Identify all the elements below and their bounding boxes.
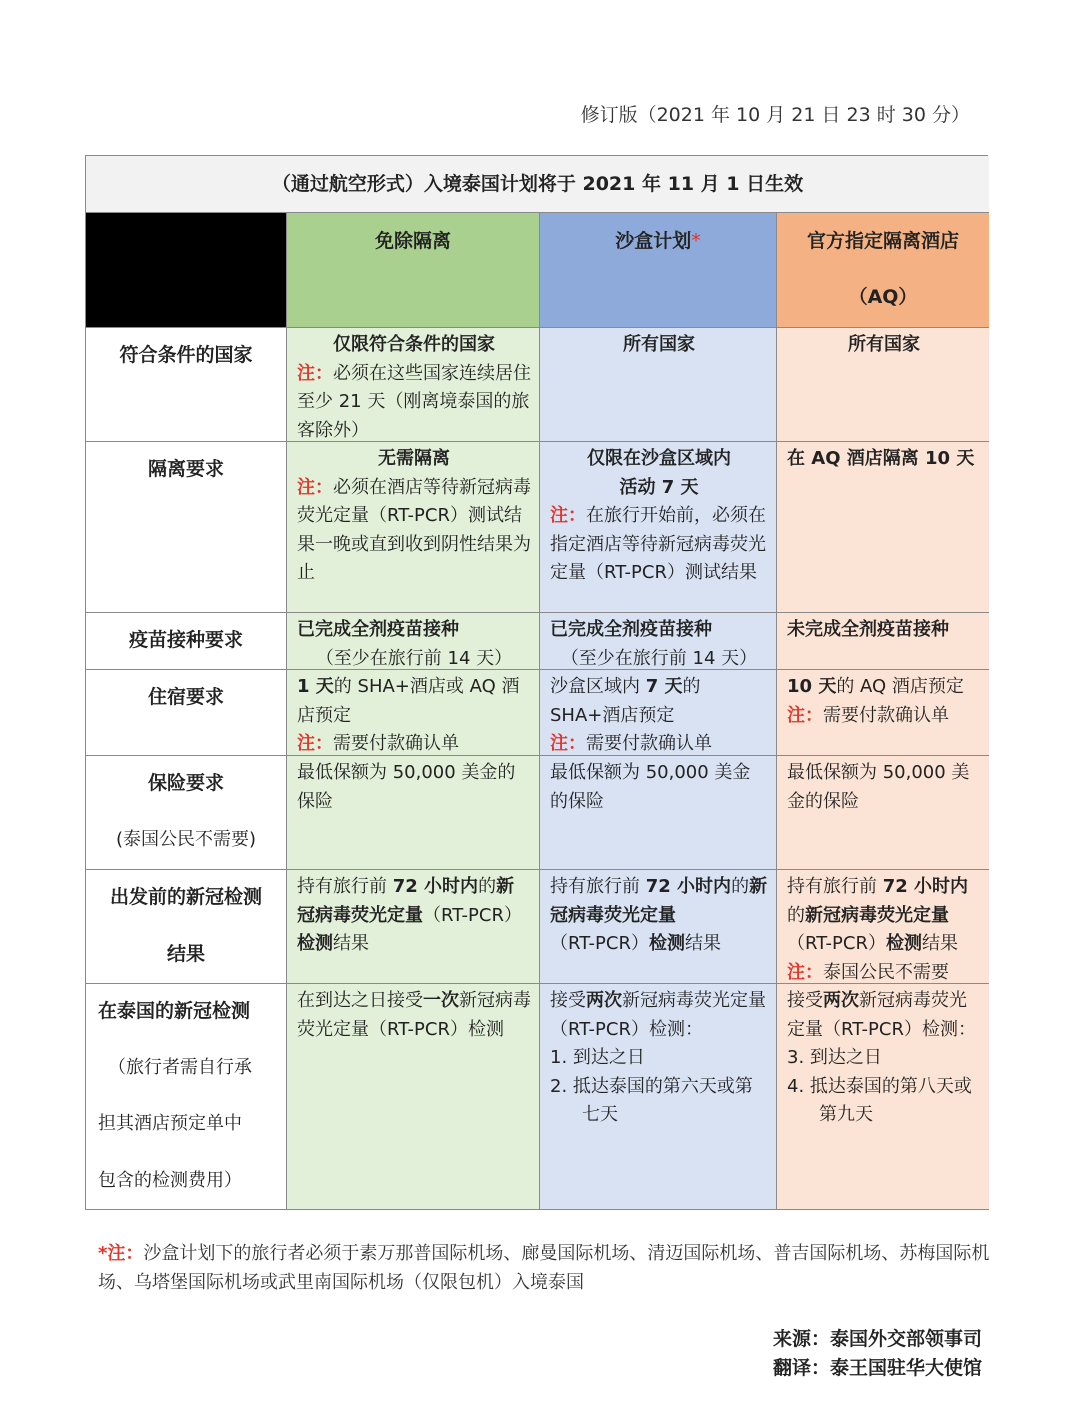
cell-text: 需要付款确认单 [586, 733, 712, 754]
cell-text: 两次 [586, 990, 622, 1011]
list-item: 1. 到达之日 [550, 1047, 645, 1068]
cell-lodging-aq [777, 670, 989, 756]
cell-vaccine-exempt [287, 613, 540, 670]
cell-text: 检测 [648, 933, 685, 954]
cell-text: 持有旅行前 [297, 876, 393, 897]
column-header-aq [777, 213, 989, 328]
cell-text: 结果 [684, 933, 721, 954]
row-label-lodging-text: 住宿要求 [147, 686, 224, 708]
cell-lodging-sandbox [540, 670, 777, 756]
cell-text: 所有国家 [623, 334, 695, 355]
cell-text: 持有旅行前 [550, 876, 646, 897]
cell-text: 在到达之日接受 [297, 990, 423, 1011]
cell-text: 检测 [297, 933, 333, 954]
cell-text: 两次 [823, 990, 859, 1011]
cell-quarantine-aq [777, 442, 989, 613]
row-label-intest-line1: 在泰国的新冠检测 [98, 1000, 251, 1022]
cell-text: 72 小时内 [392, 876, 479, 897]
cell-text: 持有旅行前 [787, 876, 883, 897]
cell-text: 在旅行开始前，必须在指定酒店等待新冠病毒荧光定量（RT-PCR）测试结果 [550, 505, 766, 583]
header-corner [86, 213, 287, 328]
cell-insurance-aq [777, 756, 989, 870]
table-title: （通过航空形式）入境泰国计划将于 2021 年 11 月 1 日生效 [86, 156, 989, 213]
cell-text: 泰国公民不需要 [823, 961, 949, 983]
cell-text: 10 天 [787, 676, 837, 697]
cell-text: 仅限符合条件的国家 [333, 334, 495, 355]
note-label: 注： [550, 505, 586, 526]
cell-text: 新冠病毒荧光定量（RT-PCR）检测 [297, 990, 531, 1040]
footnote-text: 沙盒计划下的旅行者必须于素万那普国际机场、廊曼国际机场、清迈国际机场、普吉国际机场、苏梅国际机场、乌塔堡国际机场或武里南国际机场（仅限包机）入境泰国 [98, 1243, 990, 1293]
footnote-mark: *注： [98, 1243, 144, 1264]
cell-text: 最低保额为 50,000 美金的保险 [787, 762, 970, 812]
column-header-aq-line1: 官方指定隔离酒店 [806, 230, 959, 252]
cell-text: 新冠病毒荧光定量 [550, 876, 768, 926]
cell-text: （RT-PCR） [550, 933, 649, 954]
note-label: 注： [787, 704, 823, 726]
note-label: 注： [787, 961, 823, 983]
cell-pretest-exempt [287, 870, 540, 984]
cell-text: 无需隔离 [378, 448, 450, 469]
cell-country-aq [777, 328, 989, 442]
cell-text: 沙盒区域内 [550, 676, 646, 697]
row-label-insurance [86, 756, 287, 870]
cell-text: 的 [478, 876, 497, 897]
cell-intest-exempt [287, 984, 540, 1210]
row-label-quarantine-text: 隔离要求 [147, 458, 224, 480]
cell-text: 一次 [423, 990, 459, 1011]
asterisk-mark: * [691, 230, 701, 252]
column-header-sandbox-label: 沙盒计划 [615, 230, 692, 252]
cell-vaccine-sandbox [540, 613, 777, 670]
cell-text: 最低保额为 50,000 美金的保险 [297, 762, 516, 812]
column-header-sandbox [540, 213, 777, 328]
cell-vaccine-aq [777, 613, 989, 670]
cell-text: 未完成全剂疫苗接种 [787, 619, 949, 640]
source-line: 来源：泰国外交部领事司 [772, 1328, 982, 1350]
cell-text: 必须在这些国家连续居住至少 21 天（刚离境泰国的旅客除外） [297, 362, 531, 441]
list-item: 4. 抵达泰国的第八天或第九天 [787, 1075, 972, 1125]
note-label: 注： [297, 476, 333, 498]
cell-text: 7 天 [645, 676, 683, 697]
note-label: 注： [297, 362, 333, 384]
cell-text: 需要付款确认单 [333, 733, 459, 754]
cell-text: （RT-PCR） [423, 904, 522, 926]
revision-date: 修订版（2021 年 10 月 21 日 23 时 30 分） [580, 104, 970, 126]
translation-line: 翻译：泰王国驻华大使馆 [772, 1357, 982, 1379]
cell-text: （至少在旅行前 14 天） [560, 647, 758, 669]
cell-text: 必须在酒店等待新冠病毒荧光定量（RT-PCR）测试结果一晚或直到收到阴性结果为止 [297, 476, 531, 583]
cell-text: 已完成全剂疫苗接种 [550, 619, 712, 640]
source-credits [773, 1325, 982, 1383]
cell-text: 检测 [885, 933, 922, 954]
cell-text: 的 [787, 904, 805, 926]
cell-text: （至少在旅行前 14 天） [315, 647, 513, 669]
cell-text: 新冠病毒荧光定量（RT-PCR）检测： [550, 990, 766, 1040]
cell-text: （RT-PCR） [787, 933, 886, 954]
cell-text: 接受 [550, 990, 586, 1011]
cell-text: 72 小时内 [645, 876, 732, 897]
row-label-quarantine [86, 442, 287, 613]
row-label-insurance-text: 保险要求 [147, 772, 224, 794]
column-header-exempt-label: 免除隔离 [374, 230, 451, 252]
cell-text: 所有国家 [848, 334, 920, 355]
cell-intest-aq [777, 984, 989, 1210]
cell-pretest-sandbox [540, 870, 777, 984]
cell-text: 新冠病毒荧光定量 [805, 904, 949, 926]
row-label-country-text: 符合条件的国家 [119, 344, 253, 366]
cell-pretest-aq [777, 870, 989, 984]
cell-text: 最低保额为 50,000 美金的保险 [550, 762, 751, 812]
cell-country-exempt [287, 328, 540, 442]
row-label-pretest-line1: 出发前的新冠检测 [109, 886, 262, 908]
cell-text: 在 AQ 酒店隔离 10 天 [787, 448, 975, 469]
column-header-exempt [287, 213, 540, 328]
cell-text: 的 SHA+酒店预定 [550, 676, 701, 726]
cell-text: 结果 [333, 933, 369, 954]
note-label: 注： [550, 733, 586, 754]
row-label-intest-line3: 担其酒店预定单中 [98, 1113, 242, 1134]
cell-text: 1 天 [297, 676, 334, 697]
row-label-vaccine-text: 疫苗接种要求 [128, 629, 243, 651]
column-header-aq-line2: （AQ） [848, 286, 918, 308]
cell-text: 72 小时内 [882, 876, 969, 897]
cell-insurance-sandbox [540, 756, 777, 870]
cell-text: 活动 7 天 [619, 476, 699, 498]
row-label-insurance-sub: (泰国公民不需要) [115, 828, 257, 850]
cell-text: 新冠病毒荧光定量（RT-PCR）检测： [787, 990, 976, 1040]
note-label: 注： [297, 733, 333, 754]
cell-text: 结果 [921, 933, 958, 954]
cell-intest-sandbox [540, 984, 777, 1210]
list-item: 3. 到达之日 [787, 1047, 882, 1068]
row-label-intest [86, 984, 287, 1210]
cell-text: 的 SHA+酒店或 AQ 酒店预定 [297, 676, 520, 726]
row-label-country [86, 328, 287, 442]
cell-text: 新冠病毒荧光定量 [297, 876, 515, 926]
cell-text: 已完成全剂疫苗接种 [297, 619, 459, 640]
cell-country-sandbox [540, 328, 777, 442]
cell-text: 的 [731, 876, 750, 897]
entry-plan-table [85, 155, 988, 1210]
row-label-intest-line2: （旅行者需自行承 [108, 1056, 252, 1078]
cell-text: 的 AQ 酒店预定 [836, 676, 964, 697]
row-label-vaccine [86, 613, 287, 670]
list-item: 2. 抵达泰国的第六天或第七天 [550, 1075, 753, 1125]
row-label-lodging [86, 670, 287, 756]
cell-text: 需要付款确认单 [823, 704, 949, 726]
row-label-pretest-line2: 结果 [166, 942, 205, 965]
cell-quarantine-exempt [287, 442, 540, 613]
cell-lodging-exempt [287, 670, 540, 756]
footnote [98, 1240, 998, 1297]
cell-insurance-exempt [287, 756, 540, 870]
cell-quarantine-sandbox [540, 442, 777, 613]
cell-text: 仅限在沙盒区域内 [587, 448, 731, 469]
cell-text: 接受 [787, 990, 823, 1011]
row-label-intest-line4: 包含的检测费用） [98, 1169, 242, 1191]
row-label-pretest [86, 870, 287, 984]
